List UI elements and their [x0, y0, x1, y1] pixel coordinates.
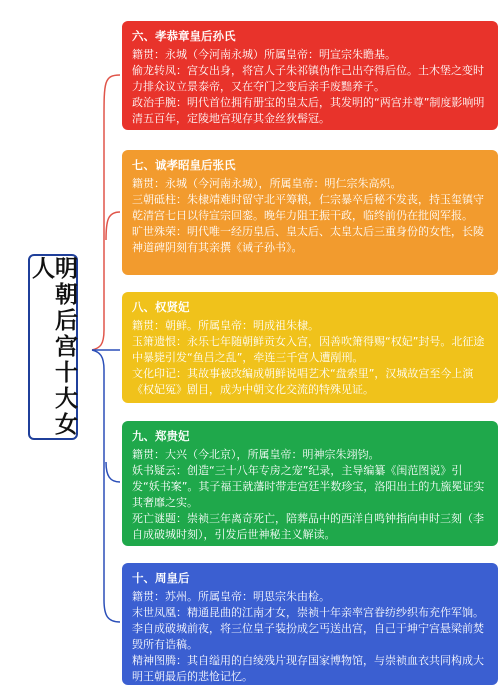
card-line: 三朝砥柱：朱棣靖难时留守北平筹粮，仁宗暴卒后秘不发丧，持玉玺镇守乾清宫七日以待宣宗回銮。晚年力阻王振干政，临终前仍在批阅军报。 — [132, 193, 484, 222]
card-line: 籍贯：苏州。所属皇帝：明思宗朱由检。 — [132, 590, 330, 603]
bracket-blue — [92, 350, 120, 622]
card-line: 末世凤凰：精通昆曲的江南才女，崇祯十年亲率宫眷纺纱织布充作军饷。李自成破城前夜，将三位皇子装扮成乞丐送出宫，自己于坤宁宫悬梁前焚毁所有诰稿。 — [132, 606, 484, 651]
card-line: 籍贯：永城（今河南永城），所属皇帝：明仁宗朱高炽。 — [132, 177, 402, 190]
central-topic — [28, 254, 78, 440]
card-line: 偷龙转凤：宫女出身，将宫人子朱祁镇伪作己出夺得后位。土木堡之变时力排众议立景泰帝，又在夺门之变后亲手废黜养子。 — [132, 64, 484, 93]
card-title: 六、孝恭章皇后孙氏 — [132, 29, 236, 43]
card-quan — [122, 292, 498, 403]
card-title: 八、权贤妃 — [132, 300, 190, 314]
card-line: 政治手腕：明代首位拥有册宝的皇太后，其发明的“两宫并尊”制度影响明清五百年，定陵地宫现存其金丝狄髻冠。 — [132, 96, 485, 125]
bracket-orange — [106, 212, 120, 240]
card-title: 七、诚孝昭皇后张氏 — [132, 158, 236, 172]
card-line: 籍贯：朝鲜。所属皇帝：明成祖朱棣。 — [132, 319, 319, 332]
card-line: 旷世殊荣：明代唯一经历皇后、皇太后、太皇太后三重身份的女性，长陵神道碑阴刻有其亲撰《诫子孙书》。 — [132, 225, 484, 254]
card-line: 死亡谜题：崇祯三年离奇死亡，陪葬品中的西洋自鸣钟指向申时三刻（李自成破城时刻），引发后世神秘主义解读。 — [132, 512, 484, 541]
card-zhou — [122, 563, 498, 685]
bracket-green — [106, 462, 120, 482]
card-line: 精神图腾：其自缢用的白绫残片现存国家博物馆，与崇祯血衣共同构成大明王朝最后的悲怆记忆。 — [132, 654, 484, 683]
card-line: 文化印记：其故事被改编成朝鲜说唱艺术“盘索里”，汉城故宫至今上演《权妃冤》剧目，成为中朝文化交流的特殊见证。 — [132, 367, 474, 396]
card-title: 十、周皇后 — [132, 571, 190, 585]
card-line: 玉箫遗恨：永乐七年随朝鲜贡女入宫，因善吹箫得赐“权妃”封号。北征途中暴毙引发“鱼吕之乱”，牵连三千宫人遭剐刑。 — [132, 335, 485, 364]
card-title: 九、郑贵妃 — [132, 429, 190, 443]
card-zheng — [122, 421, 498, 546]
card-line: 妖书疑云：创造“三十八年专房之宠”纪录，主导编纂《闺范图说》引发“妖书案”。其子福王就藩时带走宫廷半数珍宝，洛阳出土的九旒冕证实其奢靡之实。 — [132, 464, 485, 509]
bracket-red — [92, 75, 120, 350]
card-zhang — [122, 150, 498, 275]
card-line: 籍贯：大兴（今北京），所属皇帝：明神宗朱翊钧。 — [132, 448, 380, 461]
central-topic-label: 明朝后宫十大女人 — [28, 256, 78, 438]
card-sun — [122, 21, 498, 130]
card-line: 籍贯：永城（今河南永城）所属皇帝：明宣宗朱瞻基。 — [132, 48, 396, 61]
